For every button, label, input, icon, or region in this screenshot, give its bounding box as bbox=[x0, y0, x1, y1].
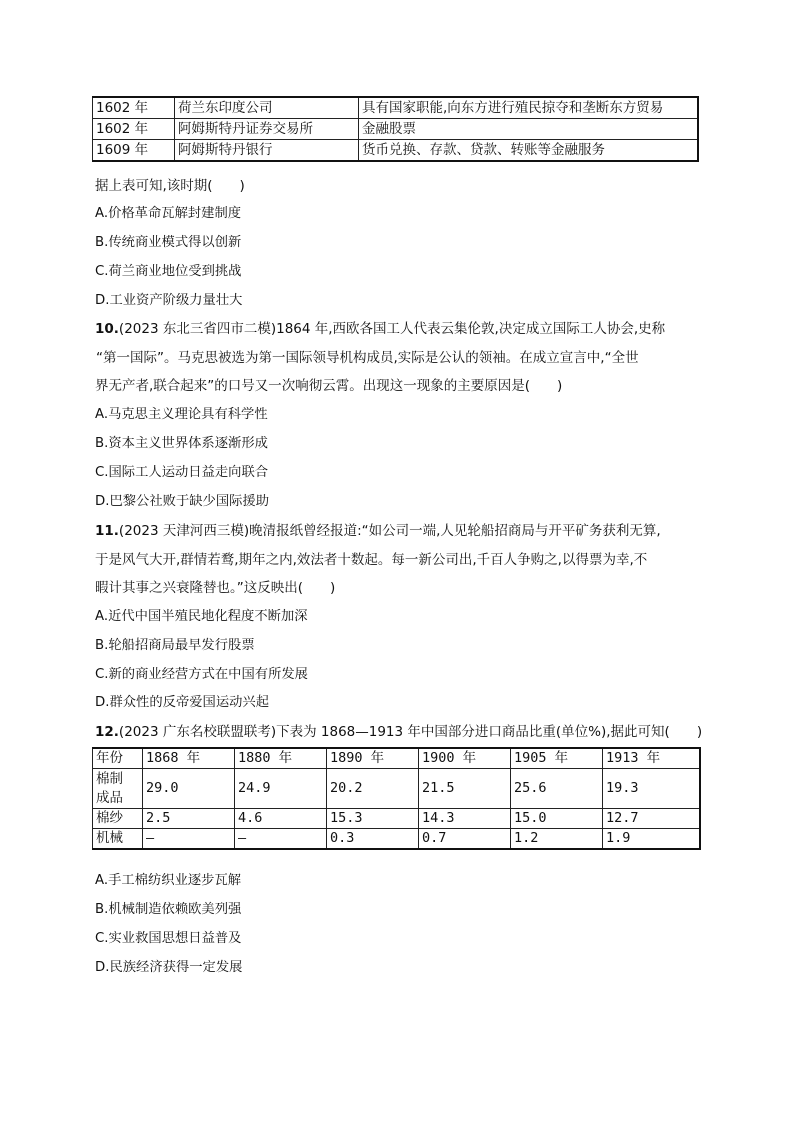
table-cell: 19.3 bbox=[603, 769, 701, 809]
q11-line-1 bbox=[95, 521, 661, 541]
q11-option-a: A.近代中国半殖民地化程度不断加深 bbox=[95, 609, 308, 624]
table-row-label: 棉纱 bbox=[93, 809, 143, 829]
table-cell: 14.3 bbox=[419, 809, 511, 829]
table-cell: 1602 年 bbox=[93, 97, 175, 119]
q11-number: 11. bbox=[95, 523, 119, 539]
q12-option-c: C.实业救国思想日益普及 bbox=[95, 931, 242, 946]
q10-line-2: “第一国际”。马克思被选为第一国际领导机构成员,实际是公认的领袖。在成立宣言中,“全世 bbox=[96, 350, 639, 366]
table-cell: 1.9 bbox=[603, 829, 701, 850]
table-cell: 25.6 bbox=[511, 769, 603, 809]
q10-option-a: A.马克思主义理论具有科学性 bbox=[95, 407, 268, 422]
table-header-cell: 1880 年 bbox=[235, 748, 327, 769]
table-header-cell: 1905 年 bbox=[511, 748, 603, 769]
table-cell: 具有国家职能,向东方进行殖民掠夺和垄断东方贸易 bbox=[359, 97, 699, 119]
q12-option-b: B.机械制造依赖欧美列强 bbox=[95, 902, 242, 917]
table-cell: 29.0 bbox=[143, 769, 235, 809]
q10-option-b: B.资本主义世界体系逐渐形成 bbox=[95, 436, 268, 451]
q10-line-1 bbox=[95, 319, 665, 339]
table-row bbox=[93, 809, 701, 829]
table-header-cell: 1890 年 bbox=[327, 748, 419, 769]
table-row bbox=[93, 119, 699, 140]
table-cell: 1602 年 bbox=[93, 119, 175, 140]
q11-text-1: (2023 天津河西三模)晚清报纸曾经报道:“如公司一端,人见轮船招商局与开平矿务获利无算, bbox=[118, 523, 661, 539]
table-header-cell: 1900 年 bbox=[419, 748, 511, 769]
table-cell: 15.3 bbox=[327, 809, 419, 829]
table-cell: 1609 年 bbox=[93, 140, 175, 162]
table-cell: 阿姆斯特丹证券交易所 bbox=[175, 119, 359, 140]
table-cell: 4.6 bbox=[235, 809, 327, 829]
table-row bbox=[93, 140, 699, 162]
q11-option-c: C.新的商业经营方式在中国有所发展 bbox=[95, 667, 308, 682]
table-row bbox=[93, 769, 701, 809]
table-header-cell: 1913 年 bbox=[603, 748, 701, 769]
row-label-line1: 棉制 bbox=[96, 771, 123, 787]
q11-line-3: 暇计其事之兴衰隆替也。”这反映出( ) bbox=[95, 580, 336, 596]
table-cell: 12.7 bbox=[603, 809, 701, 829]
import-share-table bbox=[92, 747, 701, 850]
row-label-line2: 成品 bbox=[96, 790, 123, 806]
q12-option-d: D.民族经济获得一定发展 bbox=[95, 960, 243, 975]
table-cell: 24.9 bbox=[235, 769, 327, 809]
table-header-row bbox=[93, 748, 701, 769]
table-cell: 21.5 bbox=[419, 769, 511, 809]
q10-number: 10. bbox=[95, 321, 119, 337]
table-cell: — bbox=[235, 829, 327, 850]
table-cell: 荷兰东印度公司 bbox=[175, 97, 359, 119]
q12-text: (2023 广东名校联盟联考)下表为 1868—1913 年中国部分进口商品比重(单位%),据此可知( ) bbox=[118, 724, 703, 740]
table-cell: 金融股票 bbox=[359, 119, 699, 140]
q11-option-b: B.轮船招商局最早发行股票 bbox=[95, 638, 255, 653]
q10-option-c: C.国际工人运动日益走向联合 bbox=[95, 465, 269, 480]
table-row-label: 机械 bbox=[93, 829, 143, 850]
q12-number: 12. bbox=[95, 724, 119, 740]
table-row-label bbox=[93, 769, 143, 809]
table-cell: 1.2 bbox=[511, 829, 603, 850]
q10-line-3: 界无产者,联合起来”的口号又一次响彻云霄。出现这一现象的主要原因是( ) bbox=[95, 378, 563, 394]
table-cell: 0.7 bbox=[419, 829, 511, 850]
q10-text-1: (2023 东北三省四市二模)1864 年,西欧各国工人代表云集伦敦,决定成立国际工人协会,史称 bbox=[118, 321, 666, 337]
table-cell: 0.3 bbox=[327, 829, 419, 850]
q12-stem bbox=[95, 722, 702, 742]
table-cell: — bbox=[143, 829, 235, 850]
q12-option-a: A.手工棉纺织业逐步瓦解 bbox=[95, 873, 242, 888]
q10-option-d: D.巴黎公社败于缺少国际援助 bbox=[95, 494, 270, 509]
q9-option-b: B.传统商业模式得以创新 bbox=[95, 235, 242, 250]
q11-option-d: D.群众性的反帝爱国运动兴起 bbox=[95, 695, 270, 710]
table-cell: 2.5 bbox=[143, 809, 235, 829]
q9-option-d: D.工业资产阶级力量壮大 bbox=[95, 293, 243, 308]
table-header-cell: 年份 bbox=[93, 748, 143, 769]
table-row bbox=[93, 829, 701, 850]
table-cell: 15.0 bbox=[511, 809, 603, 829]
institutions-table bbox=[92, 96, 699, 162]
table-cell: 20.2 bbox=[327, 769, 419, 809]
table-header-cell: 1868 年 bbox=[143, 748, 235, 769]
q9-stem: 据上表可知,该时期( ) bbox=[95, 178, 245, 194]
table-cell: 阿姆斯特丹银行 bbox=[175, 140, 359, 162]
table-cell: 货币兑换、存款、贷款、转账等金融服务 bbox=[359, 140, 699, 162]
q11-line-2: 于是风气大开,群情若鹜,期年之内,效法者十数起。每一新公司出,千百人争购之,以得票为幸,不 bbox=[95, 552, 648, 568]
table-row bbox=[93, 97, 699, 119]
q9-option-a: A.价格革命瓦解封建制度 bbox=[95, 206, 242, 221]
q9-option-c: C.荷兰商业地位受到挑战 bbox=[95, 264, 242, 279]
